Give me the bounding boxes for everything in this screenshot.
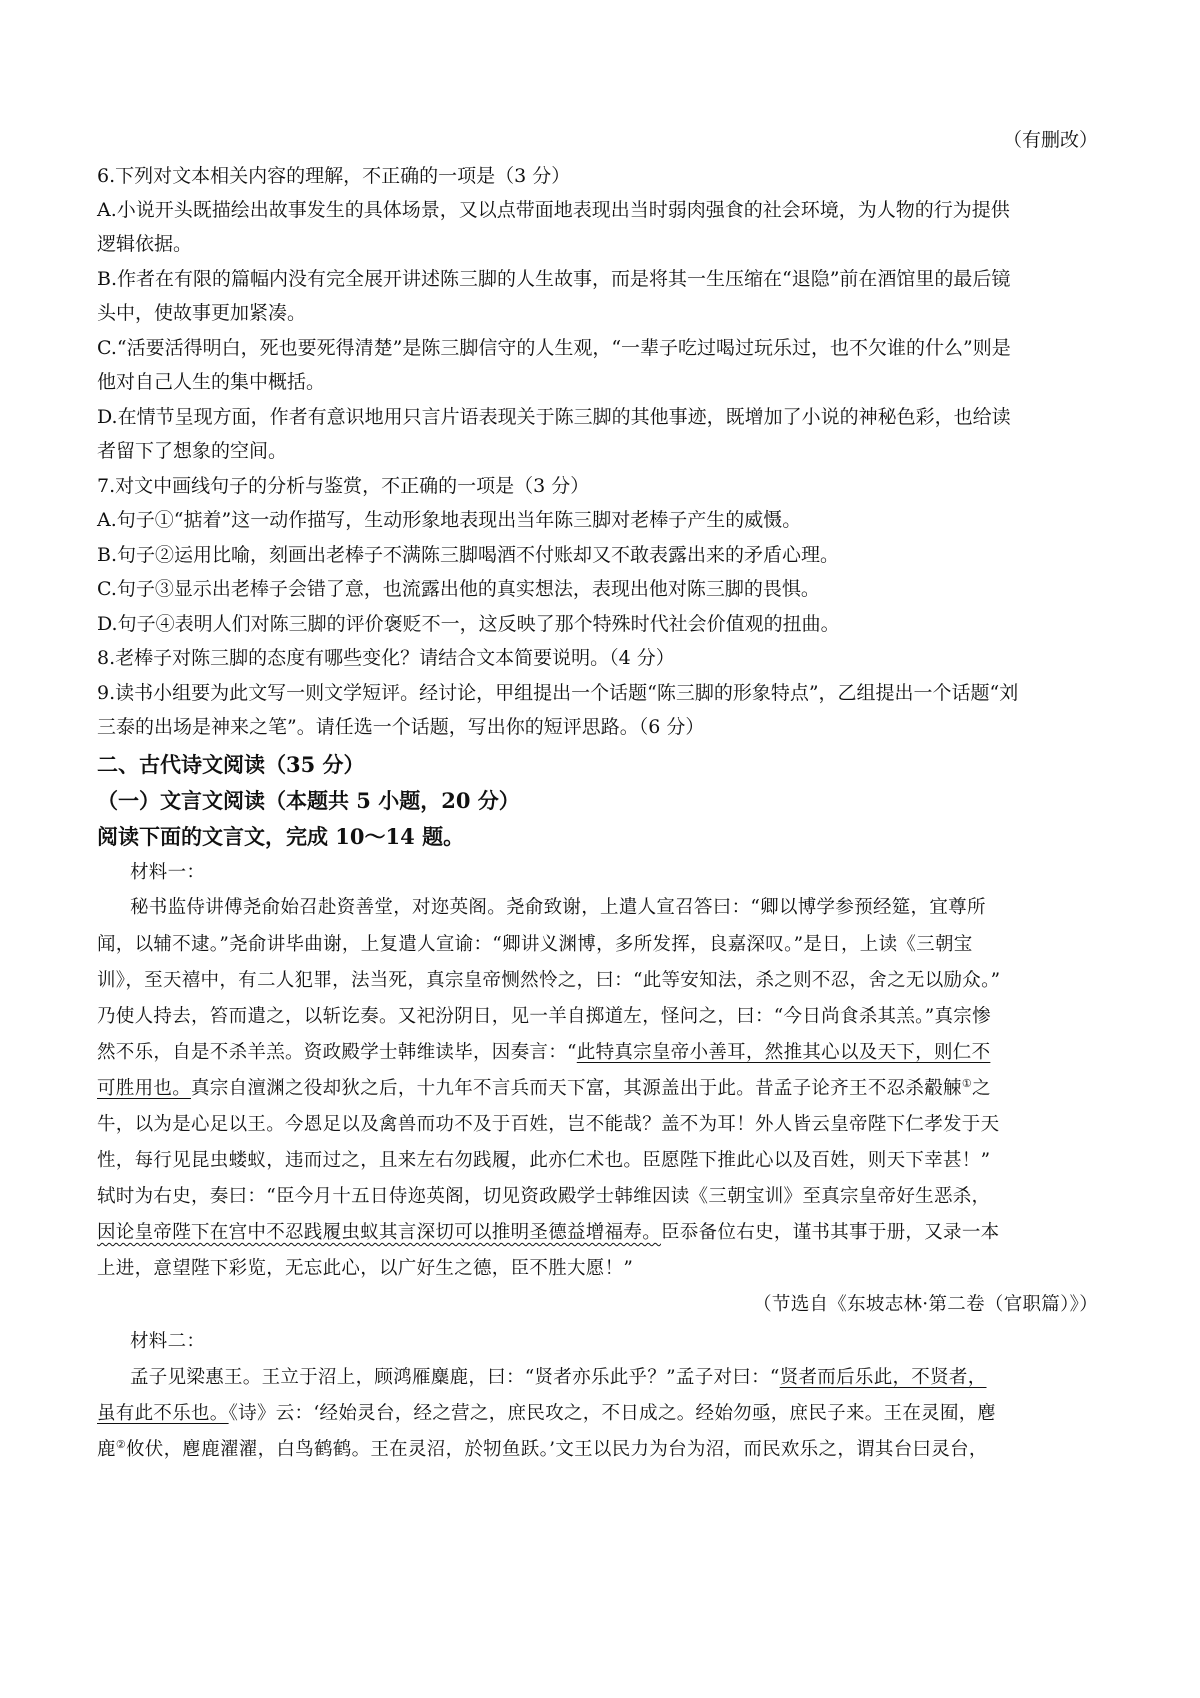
material-1-line: 牛，以为是心足以王。今恩足以及禽兽而功不及于百姓，岂不能哉？盖不为耳！外人皆云皇帝陛下仁孝发于天 xyxy=(97,1114,1000,1135)
material-2-text: 鹿 xyxy=(97,1439,116,1460)
underlined-sentence: 贤者而后乐此，不贤者， xyxy=(779,1367,987,1388)
material-1-text: 真宗自澶渊之役却狄之后，十九年不言兵而天下富，其源盖出于此。昔孟子论齐王不忍杀觳觫 xyxy=(191,1078,962,1099)
question-6-option-d: D.在情节呈现方面，作者有意识地用只言片语表现关于陈三脚的其他事迹，既增加了小说的神秘色彩，也给读 xyxy=(97,406,1011,428)
material-1-line xyxy=(97,1076,991,1102)
material-1-line xyxy=(97,1040,990,1066)
question-6-option-a: A.小说开头既描绘出故事发生的具体场景，又以点带面地表现出当时弱肉强食的社会环境，为人物的行为提供 xyxy=(97,199,1010,221)
question-6-option-c-cont: 他对自己人生的集中概括。 xyxy=(97,371,326,393)
question-7-stem: 7.对文中画线句子的分析与鉴赏，不正确的一项是（3 分） xyxy=(97,475,590,497)
material-1-text: 之 xyxy=(972,1078,991,1099)
material-1-line xyxy=(97,1220,999,1246)
reading-instruction: 阅读下面的文言文，完成 10～14 题。 xyxy=(97,824,465,849)
question-9-line-1: 9.读书小组要为此文写一则文学短评。经讨论，甲组提出一个话题“陈三脚的形象特点”，乙组提出一个话题“刘 xyxy=(97,682,1019,704)
material-1-line: 上进，意望陛下彩览，无忘此心，以广好生之德，臣不胜大愿！” xyxy=(97,1258,634,1279)
question-7-option-a: A.句子①“掂着”这一动作描写，生动形象地表现出当年陈三脚对老棒子产生的威慑。 xyxy=(97,509,802,531)
section-heading-classical-chinese: （一）文言文阅读（本题共 5 小题，20 分） xyxy=(97,788,520,813)
question-6-option-d-cont: 者留下了想象的空间。 xyxy=(97,440,288,462)
wavy-underlined-sentence: 因论皇帝陛下在宫中不忍践履虫蚁其言深切可以推明圣德益增福寿。 xyxy=(97,1222,662,1243)
material-1-line: 闻，以辅不逮。”尧俞讲毕曲谢，上复遣人宣谕：“卿讲义渊博，多所发挥，良嘉深叹。”是日，上读《三朝宝 xyxy=(97,934,973,955)
material-2-line xyxy=(97,1401,996,1427)
question-6-option-a-cont: 逻辑依据。 xyxy=(97,233,193,255)
section-heading-ancient-poetry: 二、古代诗文阅读（35 分） xyxy=(97,752,365,777)
underlined-sentence: 此特真宗皇帝小善耳，然推其心以及天下，则仁不 xyxy=(576,1042,991,1063)
material-1-line: 性，每行见昆虫蝼蚁，违而过之，且来左右勿践履，此亦仁术也。臣愿陛下推此心以及百姓，则天下幸甚！” xyxy=(97,1150,991,1171)
footnote-marker: ② xyxy=(115,1437,126,1451)
material-2-text: 《诗》云：‘经始灵台，经之营之，庶民攻之，不日成之。经始勿亟，庶民子来。王在灵囿，麀 xyxy=(228,1403,997,1424)
material-2-line xyxy=(97,1437,988,1463)
material-2-line xyxy=(130,1365,987,1391)
question-7-option-c: C.句子③显示出老棒子会错了意，也流露出他的真实想法，表现出他对陈三脚的畏惧。 xyxy=(97,578,820,600)
material-1-text: 臣忝备位右史，谨书其事于册，又录一本 xyxy=(661,1222,1000,1243)
material-2-text: 孟子见梁惠王。王立于沼上，顾鸿雁麋鹿，曰：“贤者亦乐此乎？”孟子对曰：“ xyxy=(130,1367,780,1388)
material-1-text: 然不乐，自是不杀羊羔。资政殿学士韩维读毕，因奏言：“ xyxy=(97,1042,577,1063)
underlined-sentence: 可胜用也。 xyxy=(97,1078,192,1099)
material-1-source: （节选自《东坡志林·第二卷（官职篇）》） xyxy=(753,1294,1098,1315)
question-6-stem: 6.下列对文本相关内容的理解，不正确的一项是（3 分） xyxy=(97,165,571,187)
material-2-text: 攸伏，麀鹿濯濯，白鸟鹤鹤。王在灵沼，於牣鱼跃。’文王以民力为台为沼，而民欢乐之，谓其台曰灵台， xyxy=(125,1439,988,1460)
question-7-option-d: D.句子④表明人们对陈三脚的评价褒贬不一，这反映了那个特殊时代社会价值观的扭曲。 xyxy=(97,613,840,635)
question-6-option-b: B.作者在有限的篇幅内没有完全展开讲述陈三脚的人生故事，而是将其一生压缩在“退隐”前在酒馆里的最后镜 xyxy=(97,268,1011,290)
material-1-line: 乃使人持去，笞而遣之，以斩讫奏。又祀汾阴日，见一羊自掷道左，怪问之，曰：“今日尚食杀其羔。”真宗惨 xyxy=(97,1006,991,1027)
question-7-option-b: B.句子②运用比喻，刻画出老棒子不满陈三脚喝酒不付账却又不敢表露出来的矛盾心理。 xyxy=(97,544,840,566)
material-1-line: 训》，至天禧中，有二人犯罪，法当死，真宗皇帝恻然怜之，曰：“此等安知法，杀之则不忍，舍之无以励众。” xyxy=(97,970,1001,991)
question-6-option-c: C.“活要活得明白，死也要死得清楚”是陈三脚信守的人生观，“一辈子吃过喝过玩乐过，也不欠谁的什么”则是 xyxy=(97,337,1011,359)
material-1-label: 材料一： xyxy=(130,862,206,883)
material-2-label: 材料二： xyxy=(130,1331,206,1352)
footnote-marker: ① xyxy=(961,1076,972,1090)
material-1-line: 轼时为右史，奏曰：“臣今月十五日侍迩英阁，切见资政殿学士韩维因读《三朝宝训》至真宗皇帝好生恶杀， xyxy=(97,1186,991,1207)
revised-note: （有删改） xyxy=(1002,129,1098,151)
underlined-sentence: 虽有此不乐也。 xyxy=(97,1403,229,1424)
question-9-line-2: 三泰的出场是神来之笔”。请任选一个话题，写出你的短评思路。（6 分） xyxy=(97,716,705,738)
question-8: 8.老棒子对陈三脚的态度有哪些变化？请结合文本简要说明。（4 分） xyxy=(97,647,675,669)
question-6-option-b-cont: 头中，使故事更加紧凑。 xyxy=(97,302,307,324)
material-1-line: 秘书监侍讲傅尧俞始召赴资善堂，对迩英阁。尧俞致谢，上遣人宣召答曰：“卿以博学参预经筵，宜尊所 xyxy=(130,897,986,918)
